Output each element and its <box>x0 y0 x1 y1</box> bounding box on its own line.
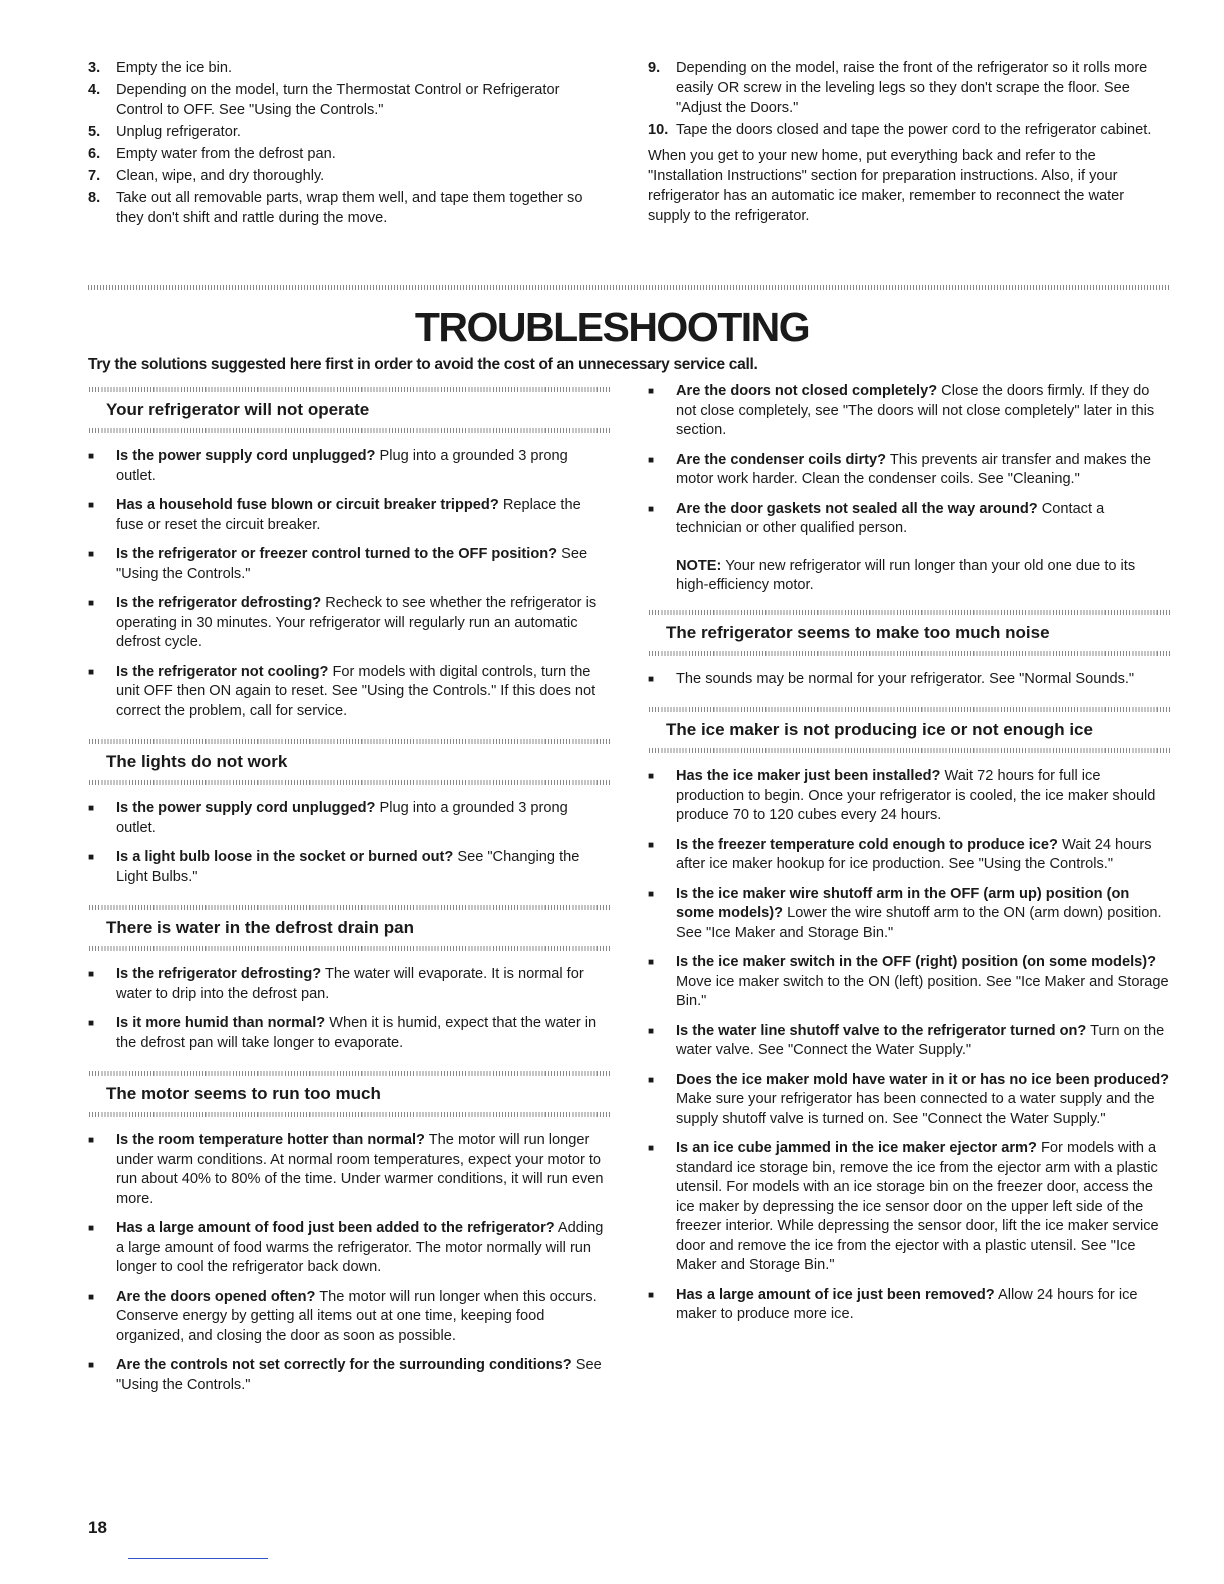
item-body <box>676 836 1170 875</box>
page-number: 18 <box>88 1518 107 1537</box>
section-lights <box>88 739 610 905</box>
bullet-icon: ■ <box>648 503 655 515</box>
moving-paragraph: When you get to your new home, put everything back and refer to the "Installation Instructions" section for preparation instructions. Also, if your refrigerator has an automatic ice maker, remember to reconnect the water supply to the refrigerator. <box>648 148 1125 224</box>
item-body <box>116 447 610 486</box>
item-body <box>676 953 1170 1012</box>
item-answer: Contact a technician or other qualified person. <box>676 500 1105 536</box>
section-noise <box>648 610 1170 708</box>
item-question: Are the doors not closed completely? <box>676 383 938 399</box>
bullet-icon: ■ <box>88 1018 95 1029</box>
moving-step <box>88 122 608 142</box>
troubleshooting-item <box>648 1022 1170 1061</box>
item-answer: The motor will run longer when this occurs. Conserve energy by getting all items out at one time, keeping food organized, and closing the door as soon as possible. <box>116 1288 597 1344</box>
troubleshooting-item <box>648 767 1170 826</box>
troubleshooting-item <box>88 447 610 486</box>
bullet-icon: ■ <box>88 500 95 511</box>
item-body <box>116 1288 610 1347</box>
moving-step <box>648 120 1168 140</box>
item-question: Are the condenser coils dirty? <box>676 451 887 468</box>
item-body <box>116 965 610 1004</box>
item-answer: Recheck to see whether the refrigerator is operating in 30 minutes. Your refrigerator will regularly run an automatic defrost cycle. <box>116 595 597 650</box>
item-answer: The sounds may be normal for your refrigerator. See "Normal Sounds." <box>676 670 1135 687</box>
bullet-icon: ■ <box>88 1360 95 1371</box>
step-text: Take out all removable parts, wrap them well, and tape them together so they don't shift and rattle during the move. <box>116 190 583 226</box>
bullet-icon: ■ <box>648 957 655 968</box>
item-body <box>116 545 610 584</box>
step-text: Tape the doors closed and tape the power cord to the refrigerator cabinet. <box>676 122 1152 138</box>
section-heading: Your refrigerator will not operate <box>106 400 370 419</box>
item-question: Is the refrigerator not cooling? <box>116 663 329 680</box>
step-number: 3. <box>88 60 101 76</box>
item-body <box>676 382 1170 441</box>
troubleshooting-item <box>88 663 610 722</box>
bullet-icon: ■ <box>88 803 95 814</box>
bullet-icon: ■ <box>88 969 95 980</box>
troubleshooting-item <box>88 1356 610 1395</box>
item-answer: Plug into a grounded 3 prong outlet. <box>116 448 568 484</box>
step-number: 5. <box>88 124 101 140</box>
item-body <box>116 1014 610 1053</box>
troubleshooting-item <box>648 1286 1170 1325</box>
item-answer: When it is humid, expect that the water in the defrost pan will take longer to evaporate. <box>116 1015 597 1051</box>
footer-rule <box>128 1558 268 1559</box>
step-text: Empty the ice bin. <box>116 60 232 76</box>
bullet-icon: ■ <box>648 1143 655 1154</box>
item-answer: Adding a large amount of food warms the refrigerator. The motor normally will run longer to cool the refrigerator back down. <box>116 1220 604 1275</box>
item-body <box>116 848 610 887</box>
item-question: Is the ice maker wire shutoff arm in the OFF (arm up) position (on some models)? <box>676 885 1130 921</box>
item-body <box>116 594 610 653</box>
item-body <box>116 1219 610 1278</box>
moving-step <box>88 144 608 164</box>
section-motor-continued <box>648 382 1170 557</box>
item-question: Has the ice maker just been installed? <box>676 768 941 784</box>
item-answer: Make sure your refrigerator has been connected to a water supply and the supply shutoff valve is turned on. See "Connect the Water Supply." <box>676 1091 1155 1127</box>
intro-text: Try the solutions suggested here first in order to avoid the cost of an unnecessary service call. <box>88 356 758 373</box>
item-question: Is the room temperature hotter than normal? <box>116 1132 425 1148</box>
section-heading: The ice maker is not producing ice or not enough ice <box>666 720 1093 739</box>
motor-note <box>676 557 1170 596</box>
item-question: Is the power supply cord unplugged? <box>116 800 376 816</box>
note-label: NOTE: <box>676 557 722 574</box>
troubleshooting-item <box>88 496 610 535</box>
section-heading: The motor seems to run too much <box>106 1084 381 1103</box>
section-heading: The refrigerator seems to make too much noise <box>666 622 1050 642</box>
item-answer: For models with digital controls, turn the unit OFF then ON again to reset. See "Using the Controls." If this does not correct the problem, call for service. <box>116 663 596 719</box>
troubleshooting-item <box>648 836 1170 875</box>
bullet-icon: ■ <box>88 598 95 609</box>
step-text: Empty water from the defrost pan. <box>116 146 336 162</box>
item-answer: See "Changing the Light Bulbs." <box>116 849 580 885</box>
item-answer: See "Using the Controls." <box>116 546 588 582</box>
bullet-icon: ■ <box>88 1291 95 1303</box>
bullet-icon: ■ <box>88 666 95 678</box>
bullet-icon: ■ <box>88 1223 95 1234</box>
item-answer: Wait 72 hours for full ice production to begin. Once your refrigerator is cooled, the ice maker should produce 70 to 120 cubes every 24 hours. <box>676 768 1156 823</box>
item-body <box>676 1071 1170 1130</box>
moving-steps-left <box>88 58 608 230</box>
item-question: Does the ice maker mold have water in it or has no ice been produced? <box>676 1071 1170 1088</box>
item-question: Is the refrigerator defrosting? <box>116 595 322 611</box>
section-heading: There is water in the defrost drain pan <box>106 918 414 937</box>
item-answer: Allow 24 hours for ice maker to produce more ice. <box>676 1286 1138 1322</box>
bullet-icon: ■ <box>88 549 95 560</box>
item-answer: Close the doors firmly. If they do not close completely, see "The doors will not close completely" later in this section. <box>676 383 1155 438</box>
troubleshooting-item <box>648 885 1170 944</box>
section-ice <box>648 707 1170 1343</box>
bullet-icon: ■ <box>648 888 655 900</box>
item-question: Has a household fuse blown or circuit breaker tripped? <box>116 497 499 513</box>
item-question: Are the doors opened often? <box>116 1288 316 1305</box>
item-body <box>676 767 1170 826</box>
bullet-icon: ■ <box>88 1135 95 1146</box>
item-answer: For models with a standard ice storage bin, remove the ice from the ejector arm with a plastic utensil. For models with an ice storage bin on the freezer door, access the ice maker by depressing the ice sensor door on the upper left side of the freezer interior. While depressing the sensor door, lift the ice maker service door and remove the ice from the ejector with a plastic utensil. See "Ice Maker and Storage Bin." <box>676 1140 1159 1273</box>
step-number: 8. <box>88 190 101 206</box>
troubleshooting-item <box>648 1139 1170 1276</box>
item-body <box>676 451 1170 490</box>
item-question: Is the ice maker switch in the OFF (right) position (on some models)? <box>676 954 1157 970</box>
item-body <box>116 799 610 838</box>
section-motor <box>88 1071 610 1413</box>
bullet-icon: ■ <box>648 1074 655 1086</box>
bullet-icon: ■ <box>88 852 95 863</box>
moving-step <box>88 166 608 186</box>
section-divider <box>88 285 1170 290</box>
troubleshooting-item <box>88 1219 610 1278</box>
moving-step <box>88 80 608 120</box>
item-answer: See "Using the Controls." <box>116 1357 602 1393</box>
item-answer: This prevents air transfer and makes the motor work harder. Clean the condenser coils. See "Cleaning." <box>676 451 1152 487</box>
item-question: Are the controls not set correctly for the surrounding conditions? <box>116 1357 572 1373</box>
bullet-icon: ■ <box>648 771 655 782</box>
troubleshooting-item <box>88 799 610 838</box>
bullet-icon: ■ <box>648 673 655 685</box>
item-body <box>676 885 1170 944</box>
item-question: Is the refrigerator or freezer control turned to the OFF position? <box>116 546 558 562</box>
step-number: 4. <box>88 82 101 98</box>
item-body <box>116 663 610 722</box>
item-body <box>116 1131 610 1209</box>
bullet-icon: ■ <box>648 839 655 851</box>
moving-steps-right <box>648 58 1168 226</box>
item-question: Is an ice cube jammed in the ice maker ejector arm? <box>676 1140 1037 1156</box>
right-column <box>648 382 1170 1343</box>
section-defrost-pan <box>88 905 610 1071</box>
item-answer: Turn on the water valve. See "Connect the Water Supply." <box>676 1022 1165 1058</box>
item-body <box>676 500 1170 539</box>
bullet-icon: ■ <box>88 451 95 462</box>
troubleshooting-item <box>88 848 610 887</box>
item-answer: Plug into a grounded 3 prong outlet. <box>116 800 568 836</box>
item-body <box>676 1286 1170 1325</box>
item-body <box>116 1356 610 1395</box>
page-title: TROUBLESHOOTING <box>414 304 810 350</box>
troubleshooting-item <box>648 382 1170 441</box>
troubleshooting-item <box>648 500 1170 539</box>
item-question: Is the refrigerator defrosting? <box>116 966 322 982</box>
section-heading: The lights do not work <box>106 752 288 771</box>
troubleshooting-item <box>88 594 610 653</box>
troubleshooting-item <box>88 545 610 584</box>
troubleshooting-item <box>88 1288 610 1347</box>
troubleshooting-item <box>88 965 610 1004</box>
item-answer: The motor will run longer under warm conditions. At normal room temperatures, expect your motor to run about 40% to 80% of the time. Under warmer conditions, it will run even more. <box>116 1132 604 1207</box>
troubleshooting-item <box>648 670 1170 690</box>
step-number: 10. <box>648 122 669 138</box>
troubleshooting-item <box>648 1071 1170 1130</box>
troubleshooting-item <box>88 1131 610 1209</box>
item-question: Is the water line shutoff valve to the refrigerator turned on? <box>676 1022 1087 1039</box>
step-number: 7. <box>88 168 101 184</box>
troubleshooting-item <box>88 1014 610 1053</box>
section-not-operate <box>88 387 610 739</box>
item-answer: The water will evaporate. It is normal for water to drip into the defrost pan. <box>116 966 584 1002</box>
left-column <box>88 387 610 1413</box>
item-answer: Replace the fuse or reset the circuit breaker. <box>116 497 581 533</box>
bullet-icon: ■ <box>648 454 655 466</box>
step-text: Depending on the model, raise the front of the refrigerator so it rolls more easily OR screw in the leveling legs so they don't scrape the floor. See "Adjust the Doors." <box>676 60 1148 116</box>
troubleshooting-item <box>648 953 1170 1012</box>
troubleshooting-item <box>648 451 1170 490</box>
item-question: Is it more humid than normal? <box>116 1015 326 1031</box>
item-body <box>676 1139 1170 1276</box>
item-question: Is a light bulb loose in the socket or burned out? <box>116 849 454 865</box>
item-question: Are the door gaskets not sealed all the way around? <box>676 500 1038 517</box>
item-question: Is the freezer temperature cold enough to produce ice? <box>676 836 1058 853</box>
item-answer: Move ice maker switch to the ON (left) position. See "Ice Maker and Storage Bin." <box>676 973 1169 1009</box>
bullet-icon: ■ <box>648 386 655 397</box>
bullet-icon: ■ <box>648 1025 655 1037</box>
note-text: Your new refrigerator will run longer than your old one due to its high-efficiency motor. <box>676 557 1136 593</box>
step-number: 9. <box>648 60 661 76</box>
moving-step <box>88 188 608 228</box>
step-number: 6. <box>88 146 101 162</box>
item-question: Is the power supply cord unplugged? <box>116 448 376 464</box>
item-body <box>676 670 1170 690</box>
item-body <box>676 1022 1170 1061</box>
moving-step <box>88 58 608 78</box>
item-answer: Wait 24 hours after ice maker hookup for ice production. See "Using the Controls." <box>676 836 1152 872</box>
step-text: Depending on the model, turn the Thermostat Control or Refrigerator Control to OFF. See "Using the Controls." <box>116 82 560 118</box>
step-text: Unplug refrigerator. <box>116 124 241 140</box>
moving-step <box>648 58 1168 118</box>
item-body <box>116 496 610 535</box>
item-question: Has a large amount of ice just been removed? <box>676 1286 995 1303</box>
step-text: Clean, wipe, and dry thoroughly. <box>116 168 325 184</box>
item-answer: Lower the wire shutoff arm to the ON (arm down) position. See "Ice Maker and Storage Bin." <box>676 905 1162 941</box>
bullet-icon: ■ <box>648 1289 655 1301</box>
item-question: Has a large amount of food just been added to the refrigerator? <box>116 1220 555 1236</box>
